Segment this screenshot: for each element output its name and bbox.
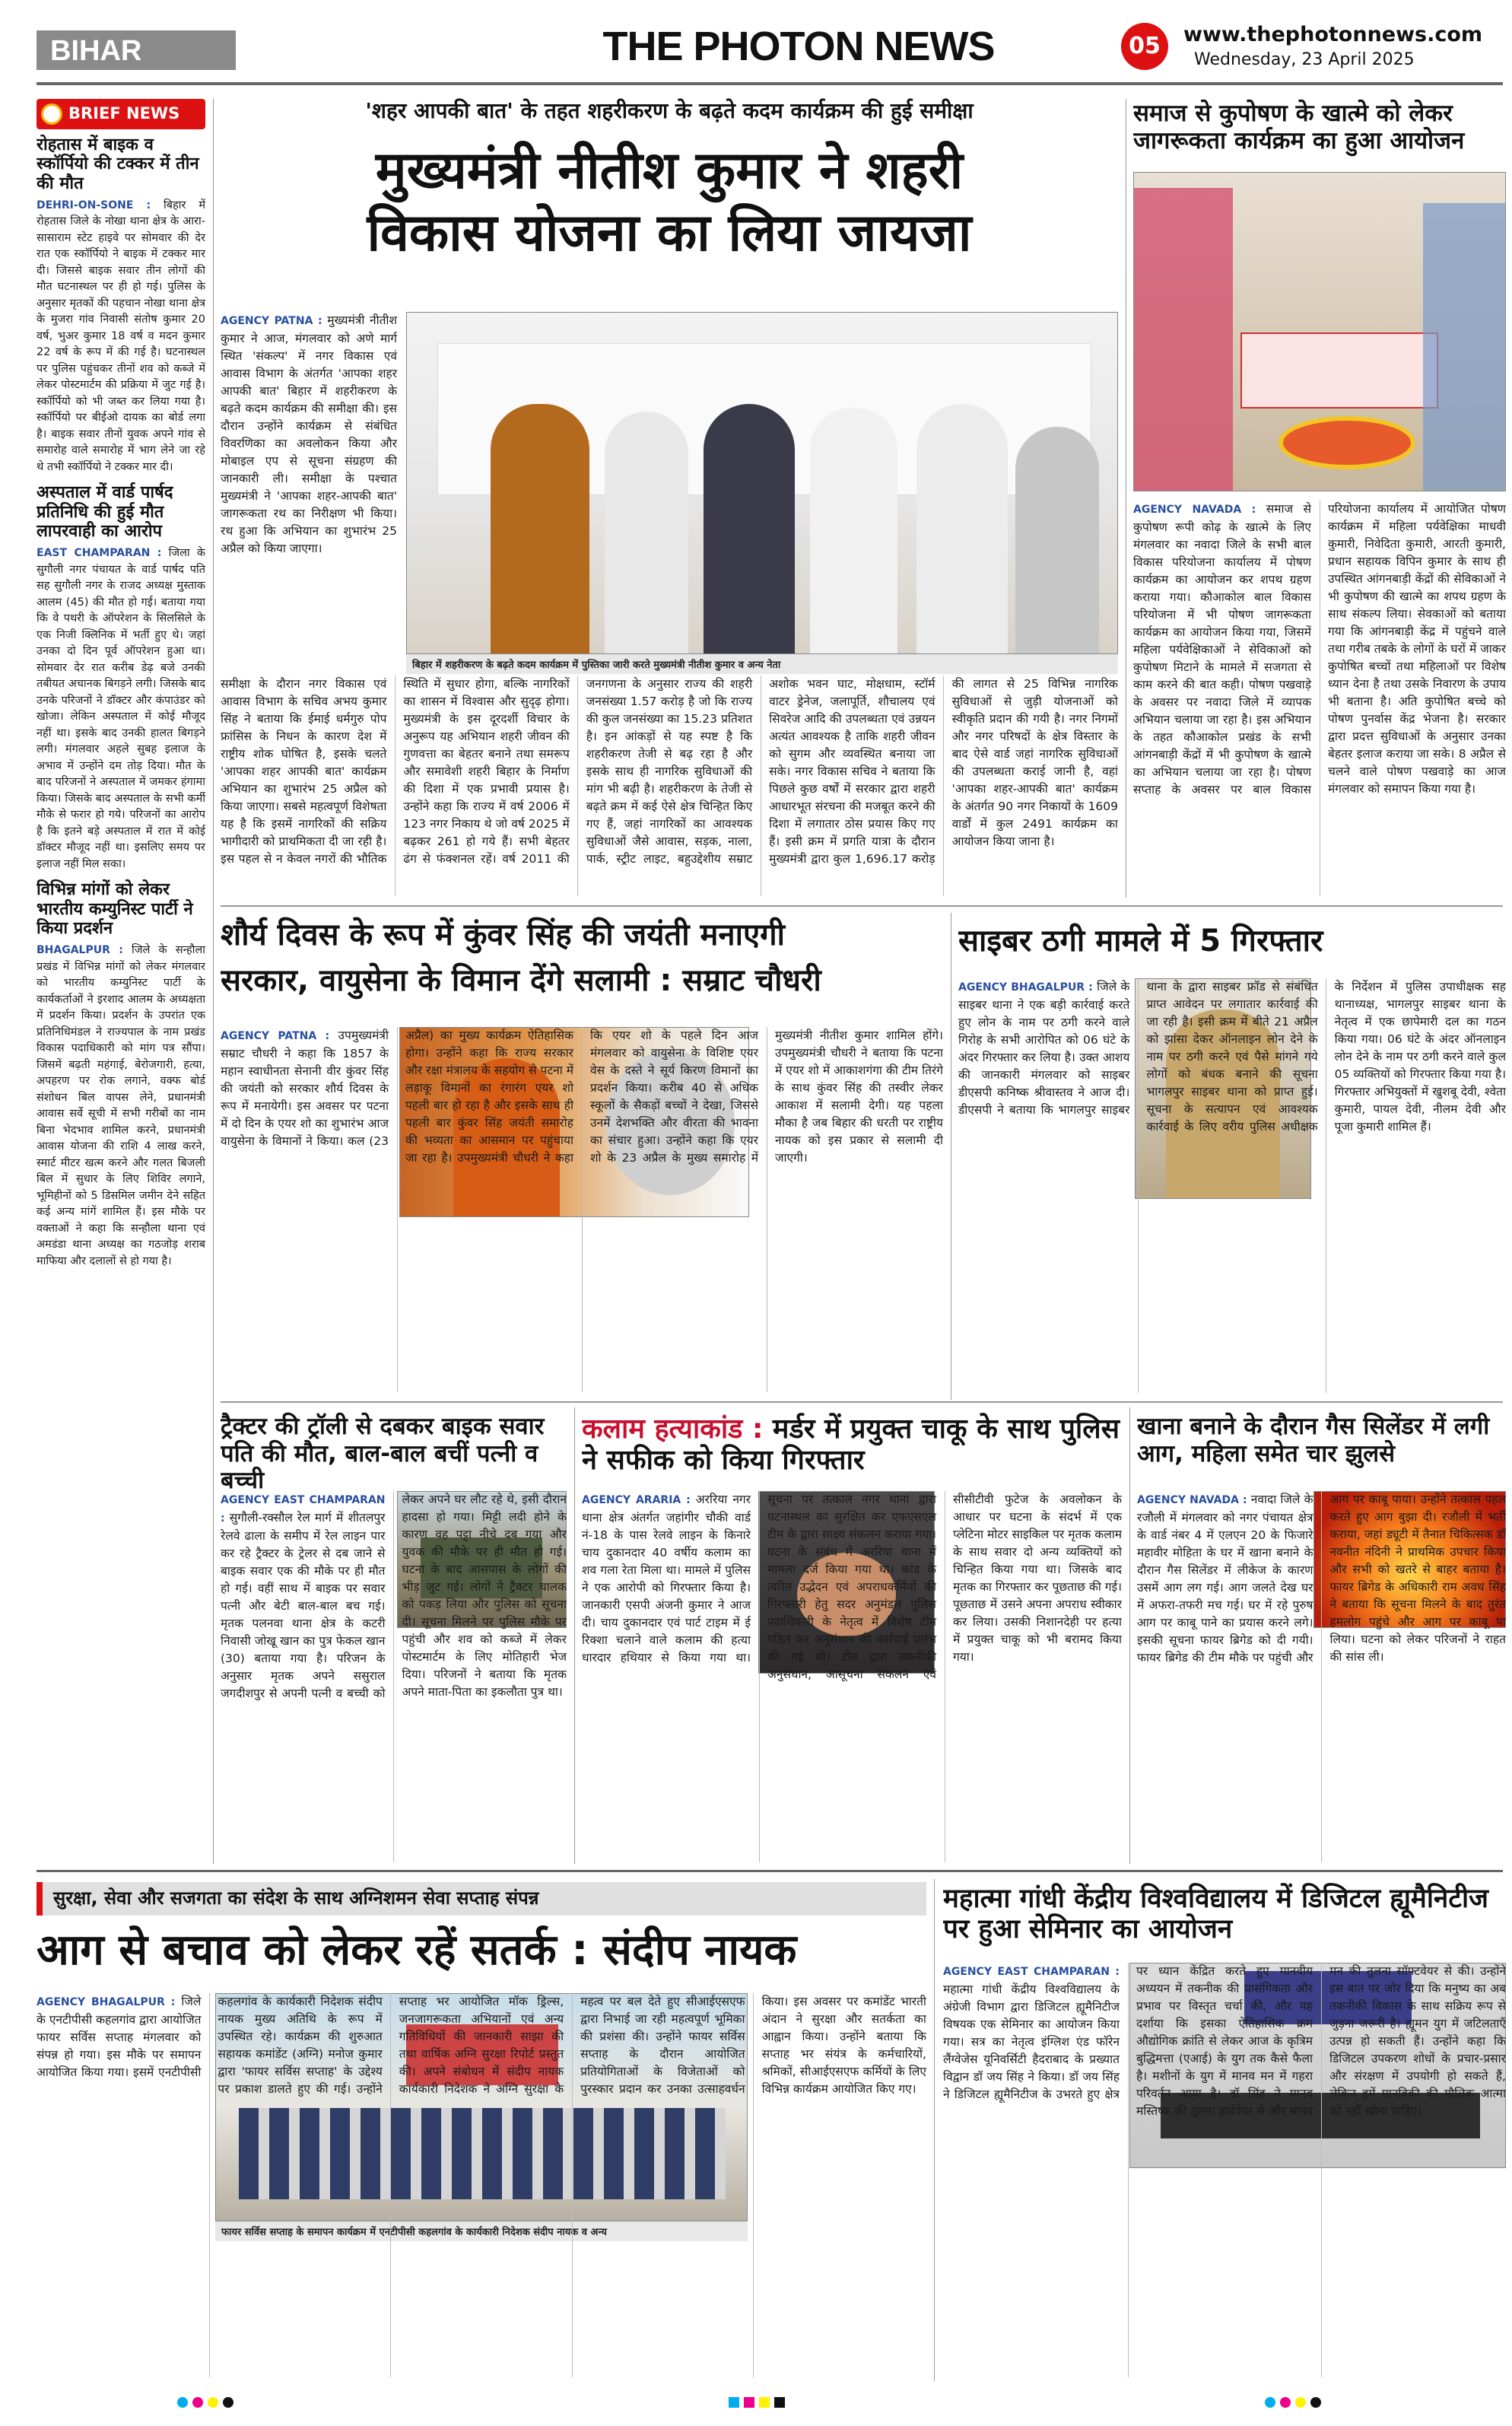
issue-date: Wednesday, 23 April 2025 bbox=[1194, 50, 1415, 69]
paper-title-text: THE PHOTON NEWS bbox=[602, 24, 995, 69]
nutrition-headline: समाज से कुपोषण के खात्मे को लेकर जागरूकता कार्यक्रम का हुआ आयोजन bbox=[1133, 100, 1465, 154]
lead-agency: AGENCY PATNA : bbox=[221, 315, 322, 327]
cyber-headline: साइबर ठगी मामले में 5 गिरफ्तार bbox=[958, 924, 1323, 959]
gas-body-text: नवादा जिले के रजौली में मंगलवार को नगर पंचायत क्षेत्र के वार्ड नंबर 4 में एलएन 20 के फिजारे महावीर मोहिता के घर में खाना बनाने के दौरान गैस सिलेंडर में लीकेज के कारण उसमें आग लग गई। आग जलते देख घर में अफरा-तफरी मच गई। घर में रहे पुरुष आग पर काबू पाने का प्रयास करने लगे। इसकी सूचना फायर ब्रिगेड को दी गयी। फायर ब्रिगेड की टीम मौके पर पहुंची और आग पर काबू पाया। उन्होंने तत्काल पहल करते हुए आग बुझा दी। रजौली में भर्ती कराया, जहां ड्यूटी में तैनात चिकित्सक डॉ नवनीत नंदिनी ने प्राथमिक उपचार किया और सभी को खतरे से बाहर बताया है। फायर ब्रिगेड के अधिकारी राम अवध सिंह ने बताया कि सूचना मिलने के बाद तुरंत हमलोग पहुंचे और आग पर काबू पा लिया। घटना को लेकर परिजनों ने राहत की सांस ली। bbox=[1137, 1493, 1506, 1664]
fire-headline: आग से बचाव को लेकर रहें सतर्क : संदीप नायक bbox=[37, 1925, 797, 1975]
fire-photo-caption: फायर सर्विस सप्ताह के समापन कार्यक्रम में एनटीपीसी कहलगांव के कार्यकारी निदेशक संदीप नायक व अन्य bbox=[215, 2221, 748, 2241]
lead-story bbox=[221, 97, 1118, 900]
lead-photo-person-1 bbox=[491, 404, 589, 654]
brief-item-1-body: बिहार में रोहतास जिले के नोखा थाना क्षेत्र के आरा-सासाराम स्टेट हाइवे पर सोमवार की देर रात एक स्कॉर्पियो ने बाइक में टक्कर मार दी। जिससे बाइक सवार तीन लोगों की मौत घटनास्थल पर ही हो गई। पुलिस के अनुसार मृतकों की पहचान नोखा थाना क्षेत्र के मुजरा गांव निवासी संतोष कुमार 20 वर्ष, भुअर कुमार 18 वर्ष व मदन कुमार 22 वर्ष के रूप में की गई है। घटनास्थल पर पुलिस पहुंचकर तीनों शव को कब्जे में लेकर पोस्टमार्टम की प्रक्रिया में जुट गई है। स्कॉर्पियो को भी जब्त कर लिया गया है। स्कॉर्पियो पर बीईओ दायक का बोर्ड लगा है। बाइक सवार तीनों युवक अपने गांव से समारोह वाले समारोह में भाग लेने जा रहे थे तभी स्कॉर्पियो ने टक्कर मार दी। bbox=[37, 199, 205, 473]
nutrition-body-text: समाज से कुपोषण रूपी कोढ़ के खात्मे के लिए मंगलवार का नवादा जिले के सभी बाल विकास परियोजना कार्यालय में पोषण कार्यक्रम का आयोजन कर शपथ ग्रहण कराया गया। कौआकोल बाल विकास परियोजना में भी पोषण जागरूकता कार्यक्रम का आयोजन किया गया, जिसमें महिला पर्यवेक्षिकाओं ने सेविकाओं को कुपोषण मिटाने के मामले में सजगता से काम करने की बात कही। पोषण पखवाड़े के अवसर पर नवादा जिले में व्यापक अभियान चलाया जा रहा है। इस अभियान के तहत कौआकोल प्रखंड के सभी आंगनबाड़ी केंद्रों में भी कुपोषण के खात्मे का अभियान चलाया जा रहा है। पोषण सप्ताह के अवसर पर बाल विकास परियोजना कार्यालय में आयोजित पोषण कार्यक्रम में महिला पर्यवेक्षिका माधवी कुमारी, निवेदिता कुमारी, आरती कुमारी, प्रधान सहायक विपिन कुमार के साथ ही उपस्थित आंगनबाड़ी केंद्रों की सेविकाओं ने भी कुपोषण की खात्मे का शपथ ग्रहण के साथ संकल्प लिया। सेवकाओं को बताया गया कि आंगनबाड़ी केंद्र में पहुंचने वाले तथा गरीब तबके के लोगों के घरों में जाकर कुपोषित बच्चों तथा महिलाओं पर विशेष ध्यान देना है तथा उसके निवारण के उपाय भी बताना है। अति कुपोषित बच्चे को पोषण पुनर्वास केंद्र भेजना है। सरकार द्वारा प्रदत्त सुविधाओं के अनुसार उनका बेहतर इलाज कराया जा सके। 8 अप्रैल से चलने वाले पोषण पखवाड़े का आज मंगलवार को समापन किया गया है। bbox=[1133, 502, 1506, 796]
lead-body: समीक्षा के दौरान नगर विकास एवं आवास विभाग के सचिव अभय कुमार सिंह ने बताया कि ईमाई धर्मगुरु पोप फ्रांसिस के निधन के कारण देश में राष्ट्रीय शोक घोषित है, इसके चलते 'आपका शहर आपकी बात' कार्यक्रम अभियान का शुभारंभ 25 अप्रैल को किया जाएगा। सबसे महत्वपूर्ण विशेषता यह है कि इसमें नागरिकों की सक्रिय भागीदारी को प्राथमिकता दी जा रही है। इस पहल से न केवल नगरों की भौतिक स्थिति में सुधार होगा, बल्कि नागरिकों का शासन में विश्वास और सुदृढ़ होगा। मुख्यमंत्री के इस दूरदर्शी विचार के अनुरूप यह अभियान शहरी जीवन की गुणवत्ता का बेहतर बनाने तथा समरूप और समावेशी शहरी बिहार के निर्माण की दिशा में एक प्रभावी प्रयास है। उन्होंने कहा कि राज्य में वर्ष 2006 में 123 नगर निकाय थे जो वर्ष 2025 में बढ़कर 261 हो गये हैं। सभी बेहतर ढंग से फंक्शनल रहें। वर्ष 2011 की जनगणना के अनुसार राज्य की शहरी जनसंख्या 1.57 करोड़ है जो कि राज्य की कुल जनसंख्या का 15.23 प्रतिशत है। इन आंकड़ों से यह स्पष्ट है कि शहरीकरण तेजी से बढ़ रहा है और इसके साथ ही नागरिक सुविधाओं की मांग भी बढ़ी है। शहरीकरण के तेजी से बढ़ते क्रम में कई ऐसे क्षेत्र चिन्हित किए गए हैं, जहां नागरिकों का आवश्यक सुविधाओं जैसे आवास, सड़क, नाला, पार्क, स्ट्रीट लाइट, बहुउद्देशीय सम्राट अशोक भवन घाट, मोक्षधाम, स्टॉर्म वाटर ड्रेनेज, जलापूर्ति, शौचालय एवं सिवरेज आदि की उपलब्धता एवं उन्नयन अत्यंत आवश्यक है ताकि शहरी जीवन को सुगम और व्यवस्थित बनाया जा सके। नगर विकास सचिव ने बताया कि पिछले कुछ वर्षों में सरकार द्वारा शहरी आधारभूत संरचना की मजबूत करने की दिशा में लगातार ठोस प्रयास किए गए हैं। इसी क्रम में प्रगति यात्रा के दौरान मुख्यमंत्री द्वारा कुल 1,696.17 करोड़ की लागत से 25 विभिन्न नागरिक सुविधाओं से जुड़ी योजनाओं को स्वीकृति प्रदान की गयी है। नगर निगमों और नगर परिषदों के क्षेत्र विस्तार के बाद ऐसे वार्ड जहां नागरिक सुविधाओं की उपलब्धता कराई जानी है, वहां 'आपका शहर-आपकी बात' कार्यक्रम के अंतर्गत 90 नगर निकायों के 1609 वार्डों में कुल 2491 कार्यक्रम का आयोजन किया जाना है। bbox=[221, 677, 1118, 866]
nutrition-photo-group-right bbox=[1423, 203, 1506, 491]
fire-body bbox=[37, 1993, 926, 2377]
lead-intro-text: मुख्यमंत्री नीतीश कुमार ने आज, मंगलवार को अणे मार्ग स्थित 'संकल्प' में नगर विकास एवं आवास विभाग के अंतर्गत 'आपका शहर आपकी बात' बिहार में शहरीकरण के बढ़ते कदम कार्यक्रम की समीक्षा की। इस दौरान उन्होंने कार्यक्रम से संबंधित विवरणिका का अवलोकन किया और मोबाइल एप से सूचना संग्रहण की जानकारी ली। समीक्षा के पश्चात मुख्यमंत्री ने 'आपका शहर-आपकी बात' जागरूकता रथ का निरीक्षण भी किया। रथ हुआ कि अभियान का शुभारंभ 25 अप्रैल को किया जाएगा। bbox=[221, 313, 397, 555]
kunwar-agency: AGENCY PATNA : bbox=[221, 1030, 330, 1042]
lead-photo-caption: बिहार में शहरीकरण के बढ़ते कदम कार्यक्रम में पुस्तिका जारी करते मुख्यमंत्री नीतीश कुमार व अन्य नेता bbox=[406, 654, 1118, 674]
gas-headline: खाना बनाने के दौरान गैस सिलेंडर में लगी आग, महिला समेत चार झुलसे bbox=[1137, 1413, 1490, 1467]
lead-intro bbox=[221, 312, 397, 669]
row-1-bottom-rule bbox=[221, 905, 1503, 907]
brief-item-1-place: DEHRI-ON-SONE : bbox=[37, 199, 151, 211]
gandhi-story bbox=[943, 1879, 1506, 2381]
brief-item-2-place: EAST CHAMPARAN : bbox=[37, 547, 162, 560]
brief-item-1-title: रोहतास में बाइक व स्कॉर्पियो की टक्कर में तीन की मौत bbox=[37, 135, 199, 193]
brief-news-column bbox=[37, 99, 205, 1864]
gas-agency: AGENCY NAVADA : bbox=[1137, 1494, 1247, 1506]
page-number-badge bbox=[1121, 23, 1168, 70]
gandhi-headline: महात्मा गांधी केंद्रीय विश्वविद्यालय में डिजिटल ह्यूमैनिटीज पर हुआ सेमिनार का आयोजन bbox=[943, 1884, 1489, 1945]
lead-photo bbox=[406, 312, 1118, 654]
fire-agency: AGENCY BHAGALPUR : bbox=[37, 1996, 176, 2008]
kalam-agency: AGENCY ARARIA : bbox=[582, 1494, 691, 1506]
lead-headline-line-1: मुख्यमंत्री नीतीश कुमार ने शहरी bbox=[375, 141, 964, 201]
lead-photo-person-2 bbox=[605, 412, 688, 654]
footer-register-marks bbox=[0, 2389, 1512, 2419]
lead-photo-person-5 bbox=[916, 404, 1008, 654]
row-3-bottom-rule bbox=[37, 1870, 1503, 1872]
lead-headline-line-2: विकास योजना का लिया जायजा bbox=[367, 203, 972, 263]
kunwar-story bbox=[221, 913, 943, 1396]
nutrition-photo-group-left bbox=[1134, 188, 1233, 491]
tractor-body bbox=[221, 1491, 567, 1862]
kalam-headline-text: मर्डर में प्रयुक्त चाकू के साथ पुलिस ने सफीक को किया गिरफ्तार bbox=[582, 1413, 1120, 1477]
brief-item-1 bbox=[37, 135, 205, 475]
cyber-body-text: जिले के साइबर थाना ने एक बड़ी कार्रवाई करते हुए लोन के नाम पर ठगी करने वाले गिरोह के सभी आरोपित को 06 घंटे के अंदर गिरफ्तार कर लिया है। उक्त आशय की जानकारी मंगलवार को साइबर डीएसपी कनिष्क श्रीवास्तव ने आज दी। डीएसपी ने बताया कि भागलपुर साइबर थाना के द्वारा साइबर फ्रॉड से संबंधित प्राप्त आवेदन पर लगातार कार्रवाई की जा रही है। इसी क्रम में बीते 21 अप्रैल को झांसा देकर ऑनलाइन लोन देने के नाम पर ठगी करने एवं पैसे मांगने गये लोगों को बंधक बनाने की सूचना भागलपुर साइबर थाना को प्राप्त हुई। सूचना के सत्यापन एवं आवश्यक कार्रवाई के लिए वरीय पुलिस अधीक्षक के निर्देशन में पुलिस उपाधीक्षक सह थानाध्यक्ष, भागलपुर साइबर थाना के नेतृत्व में एक छापेमारी दल का गठन किया गया। 06 घंटे के अंदर ऑनलाइन लोन देने के नाम पर ठगी करने वाले कुल 05 व्यक्तियों को गिरफ्तार किया गया है। गिरफ्तार अभियुक्तों में खुशबू देवी, श्वेता कुमारी, पायल देवी, नीलम देवी और पूजा कुमारी शामिल हैं। bbox=[958, 980, 1506, 1134]
brief-item-2-body: जिला के सुगौली नगर पंचायत के वार्ड पार्षद पति सह सुगौली नगर के राजद अध्यक्ष मुस्ताक आलम (45) की मौत हो गई। बताया गया कि वे पथरी के ऑपरेशन के सिलसिले के एक निजी क्लिनिक में भर्ती हुए थे। जहां उनका दो दिन पूर्व ऑपरेशन हुआ था। सोमवार देर रात करीब डेढ़ बजे उनकी तबीयत अचानक बिगड़ने लगी। जिसके बाद उनके परिजनों ने डॉक्टर और कंपाउंडर को खोजा। लेकिन अस्पताल में कोई मौजूद नहीं था। इसके बाद उनकी हालत बिगड़ने लगी। मंगलवार अहले सुबह इलाज के अभाव में उन्होंने दम तोड़ दिया। मौत के बाद परिजनों ने अस्पताल में जमकर हंगामा किया। जिसके बाद अस्पताल के सभी कर्मी मौके से फरार हो गये। परिजनों का आरोप है कि इतने बड़े अस्पताल में रात में कोई डॉक्टर मौजूद नहीं था। इसलिए समय पर इलाज नहीं मिल सका। bbox=[37, 547, 205, 870]
tractor-right-divider bbox=[574, 1407, 575, 1864]
masthead bbox=[0, 0, 1512, 91]
register-marks-left bbox=[175, 2396, 236, 2411]
cyber-body bbox=[958, 978, 1506, 1393]
row-2-bottom-rule bbox=[221, 1401, 1503, 1403]
fire-body-text: जिले के एनटीपीसी कहलगांव द्वारा आयोजित फायर सर्विस सप्ताह मंगलवार को संपन्न हो गया। इस मौके पर समापन आयोजित किया गया। इसमें एनटीपीसी कहलगांव के कार्यकारी निदेशक संदीप नायक मुख्य अतिथि के रूप में उपस्थित रहे। कार्यक्रम की शुरुआत सहायक कमांडेंट (अग्नि) मनोज कुमार द्वारा 'फायर सर्विस सप्ताह' के उद्देश्य पर प्रकाश डालते हुए की गई। उन्होंने सप्ताह भर आयोजित मॉक ड्रिल्स, जनजागरूकता अभियानों एवं अन्य गतिविधियों की जानकारी साझा की तथा वार्षिक अग्नि सुरक्षा रिपोर्ट प्रस्तुत की। अपने संबोधन में संदीप नायक कार्यकारी निदेशक ने अग्नि सुरक्षा के महत्व पर बल देते हुए सीआईएसएफ द्वारा निभाई जा रही महत्वपूर्ण भूमिका की प्रशंसा की। उन्होंने फायर सर्विस सप्ताह के दौरान आयोजित प्रतियोगिताओं के विजेताओं को पुरस्कार प्रदान कर उनका उत्साहवर्धन किया। इस अवसर पर कमांडेंट भारती अंदान ने सुरक्षा और सतर्कता का आह्वान किया। उन्होंने बताया कि सप्ताह भर संयंत्र के कर्मचारियों, श्रमिकों, सीआईएसएफ कर्मियों के लिए विभिन्न कार्यक्रम आयोजित किए गए। bbox=[37, 1995, 926, 2096]
lead-photo-person-6 bbox=[1015, 427, 1099, 654]
brief-news-icon bbox=[41, 103, 62, 125]
kunwar-headline-line-1: शौर्य दिवस के रूप में कुंवर सिंह की जयंती मनाएगी bbox=[221, 917, 785, 952]
nutrition-agency: AGENCY NAVADA : bbox=[1133, 504, 1256, 516]
brief-item-1-text bbox=[37, 198, 205, 476]
brief-item-3-body: जिले के सन्हौला प्रखंड में विभिन्न मांगों को लेकर मंगलवार को भारतीय कम्युनिस्ट पार्टी के कार्यकर्ताओं ने इरशाद आलम के अध्यक्षता में प्रदर्शन किया। प्रदर्शन के उपरांत एक प्रतिनिधिमंडल ने राज्यपाल के नाम प्रखंड विकास पदाधिकारी को मांग पत्र सौंपा। जिसमें बढ़ती महंगाई, बेरोजगारी, हत्या, अपहरण पर रोक लगाने, वक्फ बोर्ड संशोधन बिल वापस लेने, प्रधानमंत्री आवास सर्वे सूची में सभी गरीबों का नाम बिना भेदभाव शामिल करने, प्रधानमंत्री आवास योजना की राशि 4 लाख करने, स्मार्ट मीटर खत्म करने और गलत बिजली बिल में सुधार के लिए शिविर लगाने, भूमिहीनों को 5 डिसमिल जमीन देने सहित कई अन्य मांगें शामिल हैं। इस मौके पर वक्ताओं ने कहा कि सन्हौला थाना एवं अमडंडा थाना अध्यक्ष का गठजोड़ शराब माफिया और दलालों से हो गया है। bbox=[37, 944, 205, 1267]
gandhi-agency: AGENCY EAST CHAMPARAN : bbox=[943, 1966, 1120, 1978]
gas-body bbox=[1137, 1491, 1506, 1862]
kalam-right-divider bbox=[1129, 1407, 1130, 1864]
nutrition-body bbox=[1133, 501, 1506, 896]
brief-item-3 bbox=[37, 880, 205, 1270]
gandhi-body-text: महात्मा गांधी केंद्रीय विश्वविद्यालय के अंग्रेजी विभाग द्वारा डिजिटल ह्यूमैनिटीज विषयक एक सेमिनार का आयोजन किया गया। सत्र का नेतृत्व इंग्लिश एंड फॉरेन लैंग्वेजेस यूनिवर्सिटी हैदराबाद के प्रख्यात विद्वान डॉ जय सिंह ने किया। डॉ जय सिंह ने डिजिटल ह्यूमैनिटीज के उभरते हुए क्षेत्र पर ध्यान केंद्रित करते हुए मानवीय अध्ययन में तकनीक की प्रासंगिकता और प्रभाव पर विस्तृत चर्चा की, और यह दर्शाया कि इसका ऐतिहासिक क्रम औद्योगिक क्रांति से लेकर आज के कृत्रिम बुद्धिमत्ता (एआई) के युग तक कैसे फैला है। मशीनों के युग में मानव मन में गहरा परिवर्तन आया है। डॉ सिंह ने मानव मस्तिष्क की तुलना हार्डवेयर से और मानव मन की तुलना सॉफ्टवेयर से की। उन्होंने इस बात पर जोर दिया कि मनुष्य का अब तकनीकी विकास के साथ सक्रिय रूप से जुड़ना जरूरी है। ह्यूमन युग में जटिलताएँ उत्पन्न हो सकती हैं। उन्होंने कहा कि डिजिटल उपकरण शोधों के प्रचार-प्रसार और संरक्षण में उपयोगी हो सकते हैं, लेकिन हमें मानविकी की मौलिक आत्मा को नहीं खोना चाहिए। bbox=[943, 1964, 1506, 2118]
fire-right-divider bbox=[934, 1879, 935, 2381]
tractor-body-text: सुगौली-रक्सौल रेल मार्ग में शीतलपुर रेलवे ढाला के समीप में रेल लाइन पार कर रहे ट्रैक्टर के ट्रेलर से दब जाने से बाइक सवार एक की मौके पर ही मौत हो गई। वहीं साथ में बाइक पर सवार पत्नी और बेटी बाल-बाल बच गई। मृतक पलनवा थाना क्षेत्र के कटरी निवासी जोखू खान का पुत्र फेकल खान (30) बताया गया है। परिजन के अनुसार मृतक अपने ससुराल जगदीशपुर से अपनी पत्नी व बच्ची को लेकर अपने घर लौट रहे थे, इसी दौरान हादसा हो गया। मिट्टी लदी होने के कारण वह पट्टा नीचे दब गया और युवक की मौके पर ही मौत हो गई। घटना के बाद आसपास के लोगों की भीड़ जुट गई। लोगों ने ट्रैक्टर चालक को पकड़ लिया और पुलिस को सूचना दी। सूचना मिलने पर पुलिस मौके पर पहुंची और शव को कब्जे में लेकर पोस्टमार्टम के लिए मोतिहारी भेज दिया। परिजनों ने बताया कि मृतक अपने माता-पिता का इकलौता पुत्र था। bbox=[221, 1493, 567, 1700]
brief-news-label-box bbox=[37, 99, 205, 129]
cyber-story bbox=[958, 913, 1506, 1396]
kalam-body bbox=[582, 1491, 1122, 1862]
lead-photo-person-3 bbox=[704, 404, 795, 654]
brief-item-3-title: विभिन्न मांगों को लेकर भारतीय कम्युनिस्ट पार्टी ने किया प्रदर्शन bbox=[37, 880, 193, 938]
website-link[interactable]: www.thephotonnews.com bbox=[1183, 23, 1483, 46]
paper-title bbox=[586, 23, 1012, 76]
kunwar-body bbox=[221, 1027, 943, 1392]
section-tag bbox=[37, 30, 236, 70]
kalam-headline-label: कलाम हत्याकांड : bbox=[582, 1413, 764, 1445]
kalam-body-text: अररिया नगर थाना क्षेत्र अंतर्गत जहांगीर चौकी वार्ड नं-18 के पास रेलवे लाइन के किनारे चाय दुकानदार 40 वर्षीय कलाम का शव गला रेता मिला था। मामले में पुलिस ने एक आरोपी को गिरफ्तार किया है। जानकारी एसपी अंजनी कुमार ने आज दी। चाय दुकानदार एवं पार्ट टाइम में ई रिक्शा चलाने वाले कलाम की हत्या धारदार हथियार से किया गया था। सूचना पर तत्काल नगर थाना द्वारा घटनास्थल का सुरक्षित कर एफएसएल टीम के द्वारा साक्ष्य संकलन कराया गया। घटना के संबंध में अररिया थाना में मामला दर्ज किया गया था। कांड के त्वरित उद्भेदन एवं अपराधकर्मियों की गिरफ्तारी हेतु सदर अनुमंडल पुलिस पदाधिकारी के नेतृत्व में विशेष टीम गठित कर अनुसंधान की कार्रवाई प्रारंभ की गई थी। टीम द्वारा तकनीकी अनुसंधान, आसूचना संकलन एवं सीसीटीवी फुटेज के अवलोकन के आधार पर घटना के संदर्भ में एक प्लेटिना मोटर साइकिल पर मृतक कलाम के साथ सवार दो अन्य व्यक्तियों को चिन्हित किया गया था। जिसके बाद मृतक का गिरफ्तार कर पूछताछ की गई। पूछताछ में उसने अपना अपराध स्वीकार कर लिया। उसकी निशानदेही पर हत्या में प्रयुक्त चाकू को भी बरामद किया गया। bbox=[582, 1493, 1122, 1681]
brief-item-3-text bbox=[37, 943, 205, 1270]
fire-kicker: सुरक्षा, सेवा और सजगता का संदेश के साथ अग्निशमन सेवा सप्ताह संपन्न bbox=[53, 1887, 539, 1909]
gas-story bbox=[1137, 1407, 1506, 1864]
gandhi-body bbox=[943, 1963, 1506, 2377]
kalam-headline bbox=[582, 1413, 1122, 1477]
section-label: BIHAR bbox=[50, 35, 142, 67]
tractor-agency: AGENCY EAST CHAMPARAN : bbox=[221, 1494, 386, 1525]
register-marks-right bbox=[1263, 2396, 1323, 2411]
brief-news-label: BRIEF NEWS bbox=[68, 104, 180, 122]
nutrition-photo bbox=[1133, 172, 1506, 491]
brief-item-3-place: BHAGALPUR : bbox=[37, 944, 123, 957]
masthead-rule bbox=[37, 82, 1503, 85]
kunwar-headline-line-2: सरकार, वायुसेना के विमान देंगे सलामी : सम्राट चौधरी bbox=[221, 963, 821, 998]
cyber-agency: AGENCY BHAGALPUR : bbox=[958, 981, 1093, 994]
fire-story bbox=[37, 1879, 926, 2381]
tractor-story bbox=[221, 1407, 567, 1864]
nutrition-story bbox=[1133, 97, 1506, 900]
nutrition-photo-banner bbox=[1240, 332, 1438, 409]
tractor-headline: ट्रैक्टर की ट्रॉली से दबकर बाइक सवार पति की मौत, बाल-बाल बचीं पत्नी व बच्ची bbox=[221, 1413, 545, 1495]
fire-kicker-box bbox=[37, 1882, 926, 1916]
register-marks-center bbox=[726, 2396, 787, 2411]
nutrition-photo-rangoli bbox=[1279, 416, 1415, 469]
brief-item-2-title: अस्पताल में वार्ड पार्षद प्रतिनिधि की हुई मौत लापरवाही का आरोप bbox=[37, 483, 173, 541]
brief-item-2 bbox=[37, 483, 205, 873]
lead-kicker: 'शहर आपकी बात' के तहत शहरीकरण के बढ़ते कदम कार्यक्रम की हुई समीक्षा bbox=[365, 98, 974, 123]
kunwar-body-text: उपमुख्यमंत्री सम्राट चौधरी ने कहा कि 1857 के महान स्वाधीनता सेनानी वीर कुंवर सिंह की जयंती को सरकार शौर्य दिवस के रूप में मनायेगी। इस अवसर पर पटना में दो दिन के एयर शो का शुभारंभ आज वायुसेना के विमानों ने किया। कल (23 अप्रैल) का मुख्य कार्यक्रम ऐतिहासिक होगा। उन्होंने कहा कि राज्य सरकार और रक्षा मंत्रालय के सहयोग से पटना में लड़ाकू विमानों का रंगारंग एयर शो पहली बार हो रहा है और इसके साथ ही पहली बार कुंवर सिंह जयंती समारोह की भव्यता का आसमान पर पहुंचाया जा रहा है। उपमुख्यमंत्री चौधरी ने कहा कि एयर शो के पहले दिन आज मंगलवार को वायुसेना के विशिष्ट एयर वेस के दस्ते ने सूर्य किरण विमानों का प्रदर्शन किया। करीब 40 से अधिक स्कूलों के सैकड़ों बच्चों ने देखा, जिससे उनमें देशभक्ति और वीरता की भावना का संचार हुआ। उन्होंने कहा कि एयर शो के 23 अप्रैल के मुख्य समारोह में मुख्यमंत्री नीतीश कुमार शामिल होंगे। उपमुख्यमंत्री चौधरी ने बताया कि पटना में एयर शो में आकाशगंगा की टीम तिरंगे के साथ कुंवर सिंह की तस्वीर लेकर आकाश में सलामी देगी। यह पहला मौका है जब बिहार की धरती पर राष्ट्रीय नायक को इस प्रकार से सलामी दी जाएगी। bbox=[221, 1029, 943, 1165]
lead-photo-person-4 bbox=[810, 408, 897, 654]
page-number: 05 bbox=[1129, 33, 1161, 59]
brief-item-2-text bbox=[37, 545, 205, 873]
kalam-story bbox=[582, 1407, 1122, 1864]
brief-column-divider bbox=[213, 99, 214, 1864]
